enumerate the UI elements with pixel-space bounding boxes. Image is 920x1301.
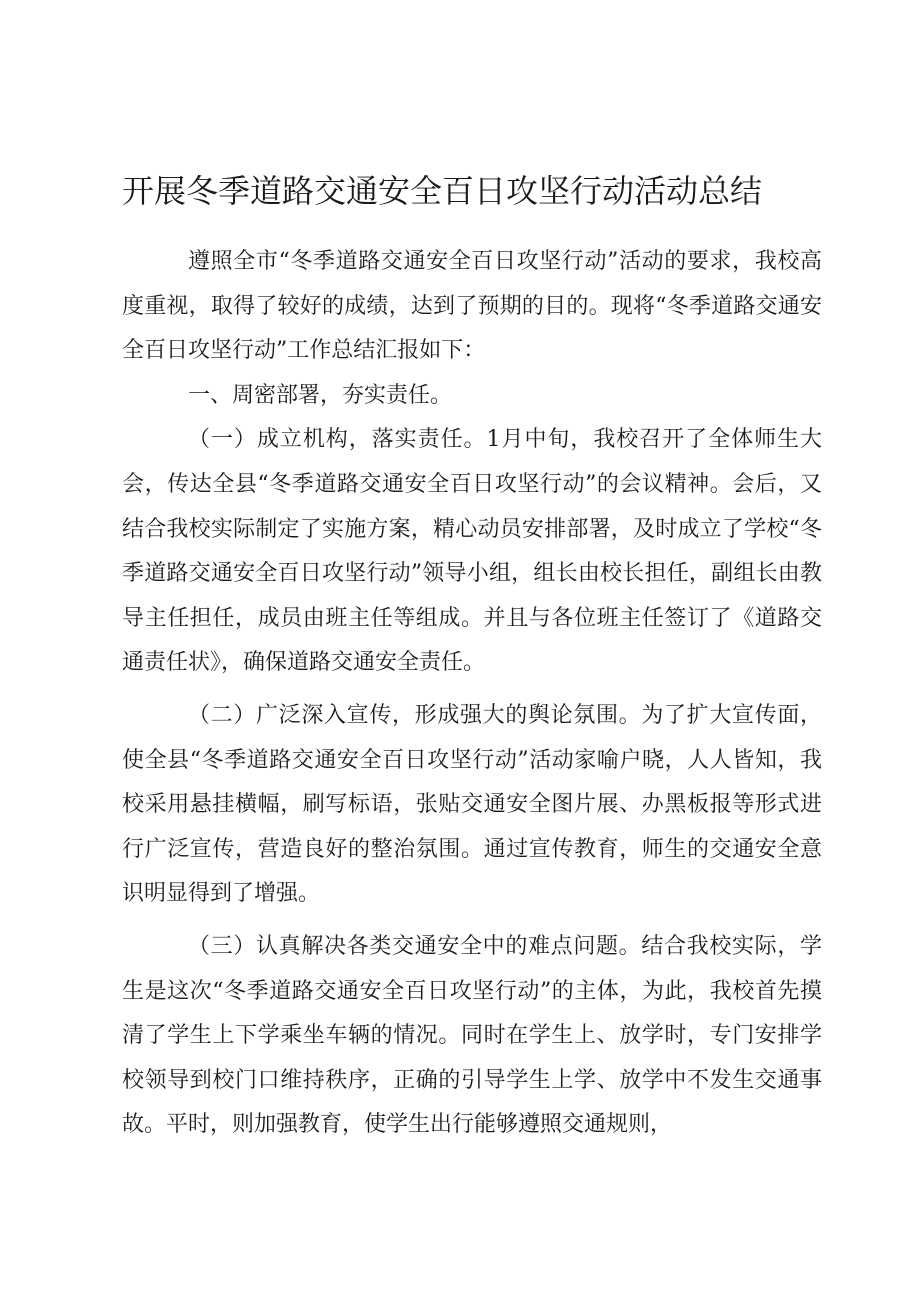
document-body [122,240,822,1148]
document-title: 开展冬季道路交通安全百日攻坚行动活动总结 [122,172,763,210]
paragraph-intro: 遵照全市“冬季道路交通安全百日攻坚行动”活动的要求，我校高度重视，取得了较好的成绩，达到了预期的目的。现将“冬季道路交通安全百日攻坚行动”工作总结汇报如下： [122,249,822,364]
paragraph-section-1-1: （一）成立机构，落实责任。1月中旬，我校召开了全体师生大会，传达全县“冬季道路交通安全百日攻坚行动”的会议精神。会后，又结合我校实际制定了实施方案，精心动员安排部署，及时成立了学校“冬季道路交通安全百日攻坚行动”领导小组，组长由校长担任，副组长由教导主任担任，成员由班主任等组成。并且与各位班主任签订了《道路交通责任状》，确保道路交通安全责任。 [122,427,822,676]
paragraph-section-1-3: （三）认真解决各类交通安全中的难点问题。结合我校实际，学生是这次“冬季道路交通安全百日攻坚行动”的主体，为此，我校首先摸清了学生上下学乘坐车辆的情况。同时在学生上、放学时，专门安排学校领导到校门口维持秩序，正确的引导学生上学、放学中不发生交通事故。平时，则加强教育，使学生出行能够遵照交通规则， [122,933,822,1138]
section-heading-1: 一、周密部署，夯实责任。 [188,382,453,408]
paragraph-section-1-2: （二）广泛深入宣传，形成强大的舆论氛围。为了扩大宣传面，使全县“冬季道路交通安全百日攻坚行动”活动家喻户晓，人人皆知，我校采用悬挂横幅，刷写标语，张贴交通安全图片展、办黑板报等形式进行广泛宣传，营造良好的整治氛围。通过宣传教育，师生的交通安全意识明显得到了增强。 [122,702,822,907]
